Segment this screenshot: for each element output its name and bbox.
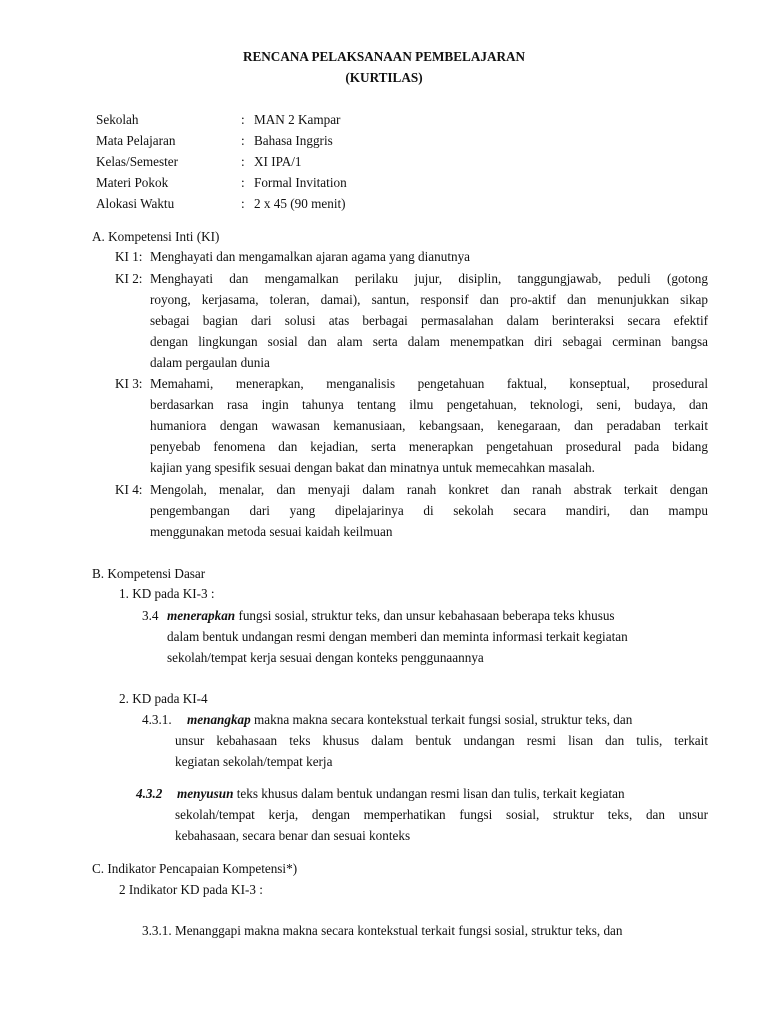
document-subtitle: (KURTILAS) [345,70,423,85]
kd431-line-first [187,713,632,726]
info-separator: : [241,133,245,148]
ki2-line: dengan lingkungan sosial dan alam serta dalam menempatkan diri sebagai cerminan bangsa [150,334,708,349]
ki4-line: pengembangan dari yang dipelajarinya di sekolah secara mandiri, dan mampu [150,503,708,518]
kd34-number: 3.4 [142,608,159,623]
info-separator: : [241,154,245,169]
indicator-item: 3.3.1. Menanggapi makna makna secara kontekstual terkait fungsi sosial, struktur teks, dan [142,923,623,938]
ki3-label: KI 3: [115,376,143,391]
ki3-line: penyebab fenomena dan kejadian, serta menerapkan pengetahuan prosedural pada bidang [150,439,708,454]
ki2-line: royong, kerjasama, toleran, damai), santun, responsif dan pro-aktif dan menunjukkan sikap [150,292,708,307]
ki1-label: KI 1: [115,249,143,264]
ki3-line: humaniora dengan wawasan kemanusiaan, kebangsaan, kenegaraan, dan peradaban terkait [150,418,708,433]
ki4-label: KI 4: [115,482,143,497]
info-separator: : [241,175,245,190]
kd34-line-rest: fungsi sosial, struktur teks, dan unsur kebahasaan beberapa teks khusus [235,608,615,623]
info-label: Materi Pokok [96,175,169,190]
info-value: 2 x 45 (90 menit) [254,196,346,211]
kd431-line: unsur kebahasaan teks khusus dalam bentuk undangan resmi lisan dan tulis, terkait [175,733,708,748]
info-separator: : [241,112,245,127]
info-separator: : [241,196,245,211]
kd3-heading: 1. KD pada KI-3 : [119,586,215,601]
kd432-line-rest: teks khusus dalam bentuk undangan resmi lisan dan tulis, terkait kegiatan [233,786,625,801]
ki3-line: Memahami, menerapkan, menganalisis pengetahuan faktual, konseptual, prosedural [150,376,708,391]
ki4-line: Mengolah, menalar, dan menyaji dalam ranah konkret dan ranah abstrak terkait dengan [150,482,708,497]
kd432-line-first [177,787,625,800]
kd34-line: dalam bentuk undangan resmi dengan memberi dan meminta informasi terkait kegiatan [167,629,628,644]
kd431-keyword: menangkap [187,712,251,727]
ki4-line: menggunakan metoda sesuai kaidah keilmuan [150,524,393,539]
indicator-subheading: 2 Indikator KD pada KI-3 : [119,882,263,897]
info-value: Formal Invitation [254,175,347,190]
ki1-text: Menghayati dan mengamalkan ajaran agama yang dianutnya [150,249,471,264]
kd34-line: sekolah/tempat kerja sesuai dengan konteks penggunaannya [167,650,484,665]
section-a-heading: A. Kompetensi Inti (KI) [92,229,220,244]
info-value: XI IPA/1 [254,154,302,169]
ki2-line: sebagai bagian dari solusi atas berbagai permasalahan dalam berinteraksi secara efektif [150,313,708,328]
kd4-heading: 2. KD pada KI-4 [119,691,208,706]
kd432-line: sekolah/tempat kerja, dengan memperhatikan fungsi sosial, struktur teks, dan unsur [175,807,708,822]
info-value: MAN 2 Kampar [254,112,341,127]
document-title: RENCANA PELAKSANAAN PEMBELAJARAN [242,49,526,64]
ki2-line: dalam pergaulan dunia [150,355,270,370]
info-label: Alokasi Waktu [96,196,175,211]
ki3-line: kajian yang spesifik sesuai dengan bakat dan minatnya untuk memecahkan masalah. [150,460,595,475]
kd34-keyword: menerapkan [167,608,236,623]
kd34-line-first [167,609,615,622]
section-b-heading: B. Kompetensi Dasar [92,566,206,581]
ki2-line: Menghayati dan mengamalkan perilaku jujur, disiplin, tanggungjawab, peduli (gotong [150,271,708,286]
ki3-line: berdasarkan rasa ingin tahunya tentang ilmu pengetahuan, teknologi, seni, budaya, dan [150,397,708,412]
kd432-number: 4.3.2 [136,786,163,801]
info-label: Sekolah [96,112,139,127]
kd431-line: kegiatan sekolah/tempat kerja [175,754,333,769]
kd432-keyword: menyusun [177,786,234,801]
info-value: Bahasa Inggris [254,133,333,148]
kd431-line-rest: makna makna secara kontekstual terkait fungsi sosial, struktur teks, dan [250,712,633,727]
kd431-number: 4.3.1. [142,712,172,727]
info-label: Mata Pelajaran [96,133,176,148]
info-label: Kelas/Semester [96,154,179,169]
ki2-label: KI 2: [115,271,143,286]
section-c-heading: C. Indikator Pencapaian Kompetensi*) [92,861,298,876]
kd432-line: kebahasaan, secara benar dan sesuai konteks [175,828,411,843]
